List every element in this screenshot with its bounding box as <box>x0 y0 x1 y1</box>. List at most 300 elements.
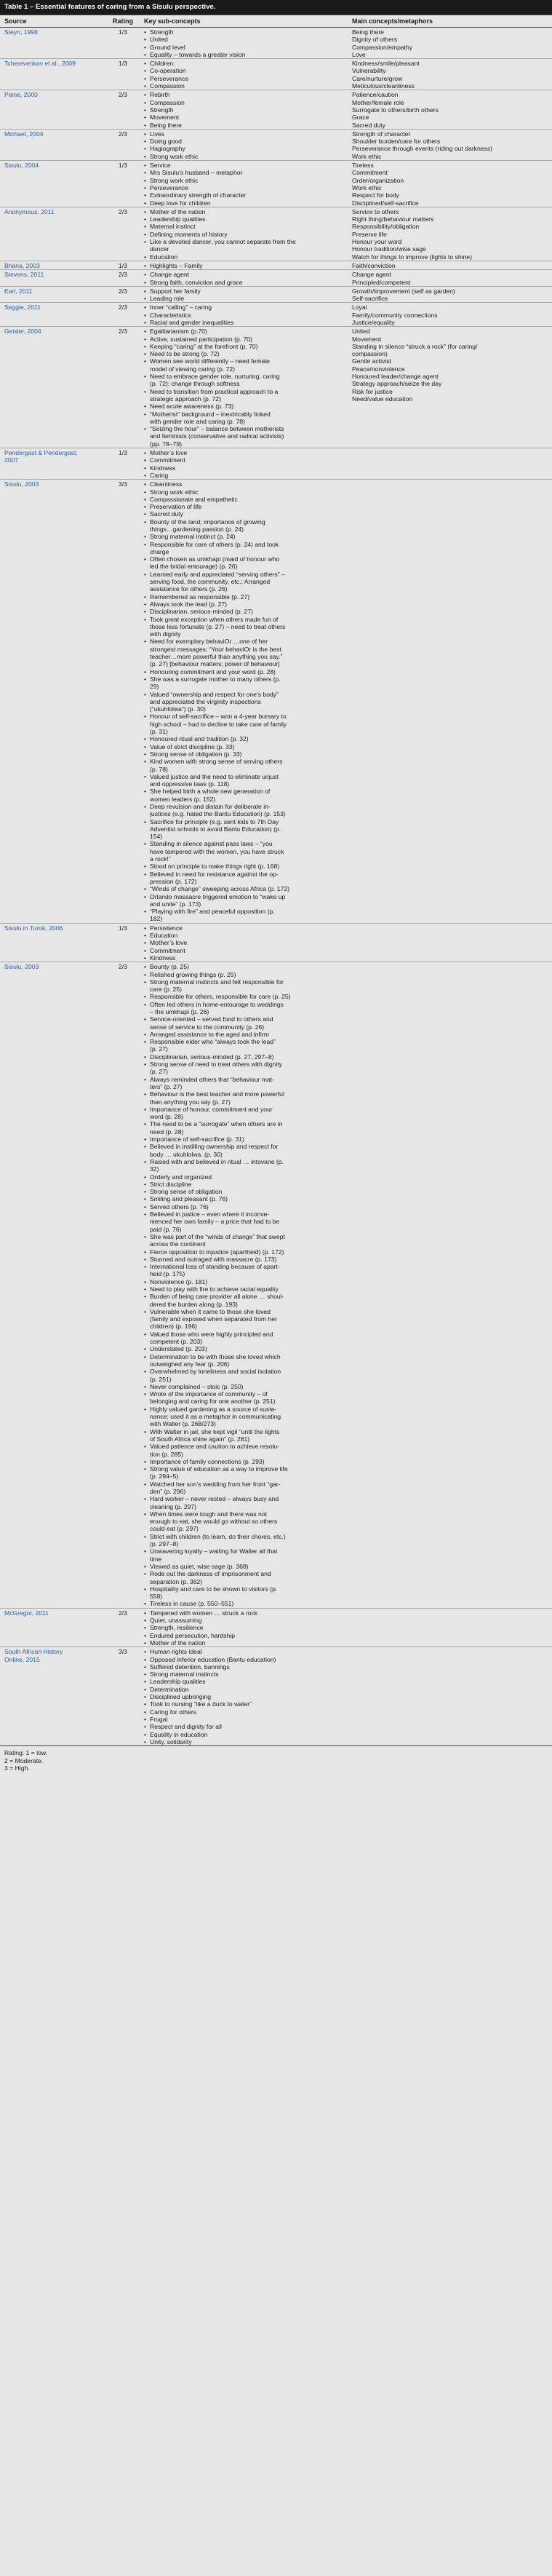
main-concept-line: Meticulous/cleanliness <box>352 82 415 90</box>
sub-concept-item <box>144 480 343 488</box>
sub-concept-line: • Strength <box>150 106 174 114</box>
sub-concept-line: • Respect and dignity for all <box>150 1723 222 1731</box>
sub-concept-line: • Need acute awareness (p. 73) <box>150 403 234 411</box>
sub-concept-line: • Unwavering loyalty – waiting for Walter all that <box>150 1547 278 1555</box>
sub-concept-line: (pp. 78–79) <box>150 440 182 448</box>
sub-concept-line: (p. 72): change through softness <box>150 380 240 388</box>
sub-concept-line: need (p. 28) <box>150 1128 184 1136</box>
sub-concepts-cell <box>140 129 348 160</box>
main-concept-line: Work ethic <box>352 152 382 160</box>
sub-concept-line: • Stood on principle to make things right (p. 168) <box>150 863 280 871</box>
sub-concept-line: • Importance of family connections (p. 293) <box>150 1457 265 1465</box>
sub-concept-item <box>144 713 343 735</box>
main-concept-line: Order/organization <box>352 176 404 184</box>
sub-concept-line: • Need to embrace gender role, nurturing, caring <box>150 373 280 381</box>
source-cell <box>0 480 106 924</box>
col-header-source: Source <box>0 15 106 28</box>
sub-concept-line: 182) <box>150 915 163 923</box>
source-link[interactable]: Steyn, 1998 <box>4 28 38 36</box>
sub-concept-item <box>144 601 343 608</box>
sub-concept-line: could eat (p. 297) <box>150 1525 199 1533</box>
main-concepts-cell <box>348 261 552 269</box>
sub-concept-line: paid (p. 76) <box>150 1225 182 1233</box>
caring-table <box>0 15 552 1745</box>
main-concepts-cell <box>348 1647 552 1745</box>
sub-concept-line: • Rebirth <box>150 91 170 99</box>
sub-concept-line: • Strong sense of obligation <box>150 1188 223 1196</box>
sub-concept-line: • Endured persecution, hardship <box>150 1631 236 1639</box>
sub-concept-line: high school – had to decline to take care of family <box>150 720 287 728</box>
sub-concept-line: care (p. 25) <box>150 986 182 994</box>
sub-concept-line: • Strong maternal instincts <box>150 1671 219 1679</box>
table-row <box>0 286 552 303</box>
sub-concept-line: • Doing good <box>150 138 182 146</box>
sub-concept-line: • Sacred duty <box>150 510 183 518</box>
sub-concept-line: tion (p. 285) <box>150 1450 183 1458</box>
sub-concept-line: • Ground level <box>150 43 185 51</box>
source-link[interactable]: Sisulu in Turok, 2006 <box>4 924 63 932</box>
source-cell <box>0 923 106 962</box>
main-concept-line: Kindness/smile/pleasant <box>352 60 420 68</box>
sub-concept-item <box>144 571 343 593</box>
rating-cell: 2/3 <box>106 303 140 327</box>
sub-concept-line: • Took to nursing “like a duck to water” <box>150 1700 252 1708</box>
sub-concept-line: strategic approach (p. 72) <box>150 395 221 403</box>
sub-concept-line: • Like a devoted dancer, you cannot separate from the <box>150 238 296 246</box>
sub-concept-line: • Commitment <box>150 946 185 954</box>
sub-concept-item <box>144 608 343 615</box>
sub-concept-item <box>144 1678 343 1685</box>
table-row <box>0 303 552 327</box>
sub-concept-item <box>144 1617 343 1624</box>
sub-concept-item <box>144 1345 343 1352</box>
sub-concepts-cell <box>140 90 348 129</box>
sub-concept-item <box>144 1585 343 1601</box>
sub-concept-line: heid (p. 175) <box>150 1270 185 1278</box>
sub-concept-line: • Fierce opposition to injustice (apartheid) (p. 172) <box>150 1248 284 1256</box>
sub-concept-item <box>144 1015 343 1031</box>
sub-concept-line: • Strict discipline <box>150 1180 192 1188</box>
sub-concept-line: • Mother’s love <box>150 939 188 947</box>
sub-concept-item <box>144 510 343 518</box>
sub-concept-item <box>144 893 343 908</box>
sub-concept-item <box>144 36 343 43</box>
sub-concept-item <box>144 1632 343 1639</box>
source-link[interactable]: Earl, 2011 <box>4 287 33 295</box>
sub-concept-item <box>144 130 343 138</box>
sub-concept-item <box>144 1693 343 1700</box>
sub-concept-item <box>144 1308 343 1331</box>
source-cell <box>0 261 106 269</box>
main-concept-line: Compassion/empathy <box>352 43 413 51</box>
sub-concept-line: • Disciplinarian, serious-minded (p. 27) <box>150 608 253 616</box>
source-link[interactable]: Anonymous, 2011 <box>4 207 55 215</box>
sub-concept-line: • Egalitarianism (p.70) <box>150 328 207 336</box>
source-link[interactable]: South African History <box>4 1648 63 1656</box>
sub-concept-line: • Honouring commitment and your word (p. 28) <box>150 667 276 675</box>
sub-concept-line: (p. 78) <box>150 765 168 773</box>
sub-concept-line: • Vulnerable when it came to those she loved <box>150 1307 271 1315</box>
sub-concept-item <box>144 1510 343 1533</box>
sub-concept-item <box>144 403 343 410</box>
sub-concepts-cell <box>140 207 348 261</box>
source-link[interactable]: Paine, 2000 <box>4 91 38 99</box>
sub-concept-line: • Value of strict discipline (p. 33) <box>150 742 235 750</box>
sub-concept-item <box>144 153 343 160</box>
source-cell <box>0 1647 106 1745</box>
sub-concept-item <box>144 262 343 269</box>
sub-concept-line: • Mother of the nation <box>150 207 206 215</box>
main-concepts-cell <box>348 28 552 59</box>
sub-concept-item <box>144 908 343 923</box>
sub-concept-line: things…gardening passion (p. 24) <box>150 526 244 533</box>
sub-concept-item <box>144 1465 343 1481</box>
sub-concept-item <box>144 456 343 464</box>
sub-concept-item <box>144 1263 343 1278</box>
sub-concept-line: • Equality in education <box>150 1730 208 1738</box>
sub-concept-line: 154) <box>150 833 163 841</box>
sub-concept-line: • With Walter in jail, she kept vigil “until the lights <box>150 1427 280 1435</box>
sub-concept-line: • Compassion <box>150 98 185 106</box>
sub-concept-line: strongest messages: “Your behaviOr is the best <box>150 645 281 653</box>
source-link[interactable]: Online, 2015 <box>4 1655 40 1663</box>
sub-concept-item <box>144 223 343 230</box>
sub-concept-line: • “Playing with fire” and peaceful opposition (p. <box>150 908 275 916</box>
sub-concept-item <box>144 488 343 496</box>
sub-concept-item <box>144 1656 343 1663</box>
sub-concept-item <box>144 288 343 295</box>
sub-concept-item <box>144 1038 343 1053</box>
sub-concept-line: • Rode out the darkness of imprisonment and <box>150 1570 271 1578</box>
sub-concepts-cell <box>140 962 348 1609</box>
sub-concept-line: time <box>150 1555 162 1563</box>
sub-concept-item <box>144 60 343 67</box>
sub-concept-item <box>144 1481 343 1496</box>
main-concepts-cell <box>348 161 552 207</box>
sub-concept-item <box>144 1233 343 1248</box>
sub-concept-item <box>144 1609 343 1617</box>
sub-concept-line: • She was a surrogate mother to many others (p. <box>150 675 281 683</box>
sub-concept-item <box>144 145 343 152</box>
sub-concept-item <box>144 411 343 426</box>
sub-concept-line: children) (p. 196) <box>150 1323 197 1331</box>
sub-concept-line: belonging and caring for one another (p. 251) <box>150 1398 276 1406</box>
sub-concept-item <box>144 1383 343 1390</box>
sub-concept-item <box>144 993 343 1000</box>
sub-concept-line: • Support her family <box>150 287 201 295</box>
sub-concept-line: • Viewed as quiet, wise sage (p. 368) <box>150 1562 249 1570</box>
sub-concept-line: ters” (p. 27) <box>150 1082 183 1090</box>
table-row <box>0 1608 552 1646</box>
sub-concept-item <box>144 208 343 215</box>
sub-concept-line: • Opposed inferior education (Bantu education) <box>150 1655 276 1663</box>
main-concept-line: United <box>352 328 370 336</box>
sub-concept-line: • Leadership qualities <box>150 215 206 223</box>
sub-concept-item <box>144 593 343 601</box>
table-row <box>0 1647 552 1745</box>
main-concepts-cell <box>348 59 552 90</box>
sub-concept-line: • Equality – towards a greater vision <box>150 50 246 58</box>
sub-concept-line: • Deep revulsion and distain for deliberate in- <box>150 802 271 810</box>
sub-concept-line: • Strong faith, conviction and grace <box>150 278 243 286</box>
sub-concept-item <box>144 788 343 803</box>
main-concept-line: Risk for justice <box>352 387 393 395</box>
main-concepts-cell <box>348 962 552 1609</box>
sub-concept-item <box>144 388 343 403</box>
sub-concept-line: • Compassionate and empathetic <box>150 495 238 503</box>
sub-concept-line: • Relished growing things (p. 25) <box>150 970 236 978</box>
sub-concept-item <box>144 425 343 448</box>
main-concepts-cell <box>348 1608 552 1646</box>
sub-concept-line: • Education <box>150 253 178 261</box>
main-concept-line: Mother/female role <box>352 98 404 106</box>
sub-concept-item <box>144 691 343 713</box>
table-header <box>0 15 552 28</box>
sub-concept-item <box>144 1061 343 1076</box>
main-concept-line: Honour your word <box>352 238 402 246</box>
source-link[interactable]: Stevens, 2011 <box>4 271 44 279</box>
source-link[interactable]: Geisler, 2004 <box>4 328 41 336</box>
sub-concept-item <box>144 1428 343 1443</box>
sub-concept-line: assistance for others (p. 26) <box>150 585 228 593</box>
sub-concept-line: 32) <box>150 1165 159 1173</box>
sub-concept-item <box>144 1648 343 1655</box>
sub-concept-item <box>144 1106 343 1121</box>
main-concept-line: Care/nurture/grow <box>352 74 403 82</box>
main-concept-line: Strategy approach/seize the day <box>352 380 442 388</box>
sub-concept-item <box>144 939 343 946</box>
source-cell <box>0 129 106 160</box>
source-link[interactable]: 2007 <box>4 456 19 464</box>
rating-cell: 1/3 <box>106 59 140 90</box>
main-concept-line: Growth/improvement (self as garden) <box>352 287 455 295</box>
sub-concept-item <box>144 863 343 870</box>
sub-concept-line: justices (e.g. hated the Bantu Education) (p. 153) <box>150 810 286 818</box>
sub-concept-item <box>144 885 343 892</box>
main-concepts-cell <box>348 90 552 129</box>
table-row <box>0 207 552 261</box>
sub-concept-line: • Often led others in home-entourage to weddings <box>150 1000 284 1008</box>
sub-concept-line: (p. 31) <box>150 728 168 736</box>
sub-concept-line: • Disciplinarian, serious-minded (p. 27, 297–8) <box>150 1053 274 1061</box>
main-concepts-cell <box>348 923 552 962</box>
source-link[interactable]: Michael, 2004 <box>4 130 44 138</box>
footnote <box>0 1745 552 1778</box>
sub-concept-item <box>144 169 343 176</box>
sub-concept-line: • Overwhelmed by loneliness and social isolation <box>150 1368 281 1376</box>
table-row <box>0 129 552 160</box>
rating-cell: 1/3 <box>106 923 140 962</box>
sub-concept-item <box>144 496 343 503</box>
rating-cell: 2/3 <box>106 129 140 160</box>
sub-concept-item <box>144 1723 343 1730</box>
table-row <box>0 327 552 448</box>
sub-concept-item <box>144 319 343 326</box>
sub-concept-item <box>144 1143 343 1158</box>
source-link[interactable]: Bhana, 2003 <box>4 261 40 269</box>
sub-concept-line: • Co-operation <box>150 67 186 75</box>
sub-concept-line: • Responsible for care of others (p. 24) and took <box>150 540 279 548</box>
sub-concept-line: cleaning (p. 297) <box>150 1502 197 1510</box>
sub-concept-item <box>144 91 343 98</box>
sub-concept-line: • International loss of standing because of apart- <box>150 1263 280 1271</box>
sub-concept-item <box>144 51 343 58</box>
sub-concept-line: • Need to play with fire to achieve racial equality <box>150 1285 279 1293</box>
main-concepts-cell <box>348 303 552 327</box>
sub-concept-line: and unite” (p. 173) <box>150 900 201 908</box>
sub-concept-line: • Hard worker – never rested – always busy and <box>150 1495 279 1503</box>
sub-concept-line: • Defining moments of history <box>150 230 228 238</box>
rating-cell: 2/3 <box>106 207 140 261</box>
sub-concept-line: • Remembered as responsible (p. 27) <box>150 593 250 601</box>
sub-concept-item <box>144 1600 343 1607</box>
sub-concepts-cell <box>140 59 348 90</box>
table-row <box>0 270 552 287</box>
main-concept-line: Work ethic <box>352 183 382 191</box>
sub-concept-item <box>144 1686 343 1693</box>
col-header-main-concepts: Main concepts/metaphors <box>348 15 552 28</box>
sub-concept-item <box>144 1090 343 1106</box>
main-concepts-cell <box>348 448 552 480</box>
sub-concept-item <box>144 28 343 36</box>
sub-concept-line: • Mrs Sisulu’s husband – metaphor <box>150 169 243 177</box>
sub-concept-line: body … ukuhlolwa. (p. 30) <box>150 1150 223 1158</box>
sub-concept-item <box>144 67 343 74</box>
sub-concept-item <box>144 616 343 638</box>
table-row <box>0 261 552 269</box>
sub-concept-line: • Hagiography <box>150 145 185 153</box>
sub-concept-item <box>144 328 343 335</box>
sub-concept-line: • Honour of self-sacrifice – won a 4-year bursary to <box>150 713 287 721</box>
sub-concept-item <box>144 312 343 319</box>
sub-concept-line: word (p. 28) <box>150 1113 183 1121</box>
sub-concept-item <box>144 1210 343 1233</box>
main-concept-line: Family/community connections <box>352 311 438 319</box>
sub-concept-item <box>144 231 343 238</box>
sub-concept-line: • Strength, resilience <box>150 1624 204 1632</box>
sub-concept-line: led the bridal entourage) (p. 26) <box>150 563 238 571</box>
source-cell <box>0 90 106 129</box>
sub-concept-line: • She helped birth a whole new generation of <box>150 788 271 796</box>
source-cell <box>0 161 106 207</box>
sub-concept-item <box>144 138 343 145</box>
sub-concept-line: • Perseverance <box>150 183 189 191</box>
sub-concept-item <box>144 1368 343 1383</box>
sub-concept-line: • Characteristics <box>150 311 191 319</box>
sub-concept-line: • Standing in silence against pass laws – “you <box>150 840 273 848</box>
main-concept-line: Vulnerability <box>352 67 386 75</box>
sub-concept-item <box>144 1663 343 1671</box>
sub-concept-line: • She was part of the “winds of change” that swept <box>150 1232 285 1240</box>
sub-concept-line: • Active, sustained participation (p. 70) <box>150 335 252 343</box>
sub-concept-item <box>144 518 343 534</box>
sub-concept-line: • Human rights ideal <box>150 1648 202 1656</box>
source-link[interactable]: Tcherevenkov et al., 2009 <box>4 60 76 68</box>
source-link[interactable]: Pendergast & Pendergast, <box>4 449 78 457</box>
main-concept-line: Respect for body <box>352 191 399 199</box>
sub-concept-item <box>144 449 343 456</box>
sub-concept-item <box>144 1158 343 1173</box>
sub-concept-item <box>144 122 343 129</box>
sub-concept-item <box>144 238 343 253</box>
sub-concept-line: • Unity, solidarity <box>150 1737 192 1745</box>
sub-concept-line: • Strong work ethic <box>150 152 199 160</box>
sub-concept-line: those less fortunate (p. 27) – need to treat others <box>150 622 286 630</box>
sub-concept-line: • Movement <box>150 114 180 122</box>
sub-concept-item <box>144 343 343 350</box>
sub-concept-line: (family and exposed when separated from her <box>150 1315 277 1323</box>
rating-cell: 1/3 <box>106 448 140 480</box>
source-link[interactable]: Sisulu, 2004 <box>4 162 39 170</box>
sub-concept-line: • Responsible elder who “always took the lead” <box>150 1038 276 1046</box>
sub-concept-line: a rock!” <box>150 855 171 863</box>
sub-concept-item <box>144 1563 343 1570</box>
sub-concept-line: • Understated (p. 203) <box>150 1345 207 1353</box>
table-body <box>0 28 552 1746</box>
sub-concept-line: • Nonviolence (p. 181) <box>150 1277 208 1285</box>
source-cell <box>0 207 106 261</box>
sub-concept-line: with gender role and caring (p. 78) <box>150 417 245 425</box>
sub-concept-line: • Burden of being care provider all alone … shoul- <box>150 1293 284 1301</box>
rating-cell: 1/3 <box>106 261 140 269</box>
source-link[interactable]: Sisulu, 2003 <box>4 480 39 488</box>
sub-concept-item <box>144 638 343 667</box>
sub-concept-line: women leaders (p. 152) <box>150 795 216 803</box>
sub-concept-line: • Stunned and outraged with massacre (p. 173) <box>150 1255 277 1263</box>
sub-concept-item <box>144 1458 343 1465</box>
sub-concept-line: • Mother of the nation <box>150 1638 206 1646</box>
sub-concept-line: • Valued justice and the need to eliminate unjust <box>150 772 279 780</box>
sub-concept-item <box>144 758 343 773</box>
sub-concept-line: • United <box>150 36 168 44</box>
sub-concept-item <box>144 177 343 184</box>
source-link[interactable]: McGregor, 2011 <box>4 1609 49 1617</box>
main-concept-line: Grace <box>352 114 369 122</box>
sub-concept-item <box>144 1285 343 1293</box>
sub-concept-line: and oppressive laws (p. 118) <box>150 780 230 788</box>
sub-concept-line: • Believed in instilling ownership and respect for <box>150 1143 279 1151</box>
sub-concept-item <box>144 191 343 199</box>
main-concept-line: Surrogate to others/birth others <box>352 106 439 114</box>
sub-concept-item <box>144 1708 343 1716</box>
source-link[interactable]: Sisulu, 2003 <box>4 963 39 971</box>
sub-concept-item <box>144 1738 343 1745</box>
sub-concept-item <box>144 162 343 169</box>
sub-concept-line: enough to eat, she would go without so others <box>150 1518 278 1526</box>
sub-concepts-cell <box>140 261 348 269</box>
main-concept-line: Standing in silence “struck a rock” (for caring/ <box>352 342 478 350</box>
sub-concept-line: • Maternal instinct <box>150 223 196 231</box>
sub-concept-item <box>144 668 343 675</box>
sub-concepts-cell <box>140 161 348 207</box>
sub-concept-line: den” (p. 296) <box>150 1488 186 1495</box>
main-concept-line: Preserve life <box>352 230 387 238</box>
main-concept-line: compassion) <box>352 350 388 358</box>
sub-concept-item <box>144 1173 343 1181</box>
sub-concept-line: nance; used it as a metaphor in communicating <box>150 1413 281 1421</box>
sub-concept-line: • Highlights – Family <box>150 261 203 269</box>
sub-concept-line: • Never complained – stoic (p. 250) <box>150 1382 244 1390</box>
main-concept-line: Gentle activist <box>352 357 391 365</box>
sub-concept-line: 558) <box>150 1593 163 1601</box>
sub-concept-line: • Kindness <box>150 954 176 962</box>
sub-concept-line: of South Africa shine again” (p. 281) <box>150 1435 250 1443</box>
sub-concept-item <box>144 1001 343 1016</box>
main-concepts-cell <box>348 327 552 448</box>
sub-concept-item <box>144 1248 343 1256</box>
sub-concept-item <box>144 114 343 121</box>
source-link[interactable]: Seggie, 2011 <box>4 304 41 312</box>
